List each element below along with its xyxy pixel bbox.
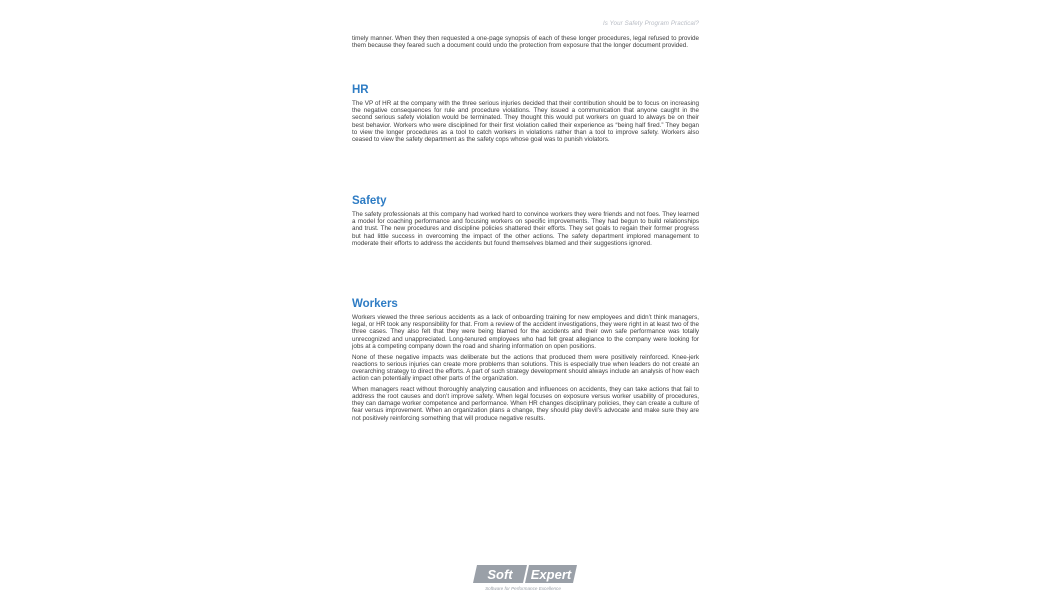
- section-hr: [352, 84, 699, 147]
- svg-text:Soft: Soft: [487, 567, 513, 582]
- section-paragraph: When managers react without thoroughly analyzing causation and influences on accidents, they can take actions that fail to address the root causes and don’t improve safety. When legal focuses on exposure versus worker usability of procedures, they can damage worker competence and performance. When HR changes disciplinary policies, they can create a culture of fear versus improvement. When an organization plans a change, they should play devil’s advocate and make sure they are not positively reinforcing something that will produce negative results.: [352, 385, 699, 422]
- section-paragraph: The VP of HR at the company with the three serious injuries decided that their contribution should be to focus on increasing the negative consequences for rule and procedure violations. They issued a communication that anyone caught in the second serious safety violation would be terminated. They thought this would put workers on guard to always be on their best behavior. Workers who were disciplined for their first violation called their experience as “being half fired.” They began to view the longer procedures as a tool to catch workers in violations rather than a tool to improve safety. Workers also ceased to view the safety department as the safety cops whose goal was to punish violators.: [352, 100, 699, 144]
- section-heading-safety: Safety: [352, 195, 387, 207]
- section-paragraph: None of these negative impacts was deliberate but the actions that produced them were positively reinforced. Knee-jerk reactions to serious injuries can create more problems than solutions. This is especially true when leaders do not create an overarching strategy to direct the efforts. A part of such strategy development should always include an analysis of how each action can potentially impact other parts of the organization.: [352, 353, 699, 383]
- intro-block: [352, 35, 699, 53]
- section-paragraph: The safety professionals at this company had worked hard to convince workers they were friends and not foes. They learned a model for coaching performance and focusing workers on specific improvements. They had begun to build relationships and trust. The new procedures and discipline policies shattered their efforts. They set goals to regain their former progress but had little success in overcoming the impact of the other actions. The safety department implored management to moderate their efforts to address the accidents but found themselves blamed and their suggestions ignored.: [352, 211, 699, 247]
- logo-tagline: Software for Performance Excellence: [485, 586, 561, 591]
- section-heading-workers: Workers: [352, 298, 398, 310]
- softexpert-logo-mark: [473, 564, 577, 584]
- section-paragraph: Workers viewed the three serious accidents as a lack of onboarding training for new employees and didn’t think managers, legal, or HR took any responsibility for that. From a review of the accident investigations, they were right in at least two of the three cases. They also felt that they were being blamed for the accidents and their own safe performance was totally unrecognized and unappreciated. Long-tenured employees who had felt great allegiance to the company were looking for jobs at a competing company down the road and sharing information on open positions.: [352, 314, 699, 350]
- softexpert-logo: [470, 564, 580, 596]
- section-workers: [352, 298, 699, 425]
- section-safety: [352, 195, 699, 251]
- document-page: [352, 0, 699, 600]
- section-heading-hr: HR: [352, 84, 369, 96]
- svg-text:Expert: Expert: [530, 567, 572, 582]
- running-header: Is Your Safety Program Practical?: [602, 20, 699, 27]
- intro-paragraph: timely manner. When they then requested a one-page synopsis of each of these longer procedures, legal refused to provide them because they feared such a document could undo the protection from exposure that the longer document provided.: [352, 35, 699, 50]
